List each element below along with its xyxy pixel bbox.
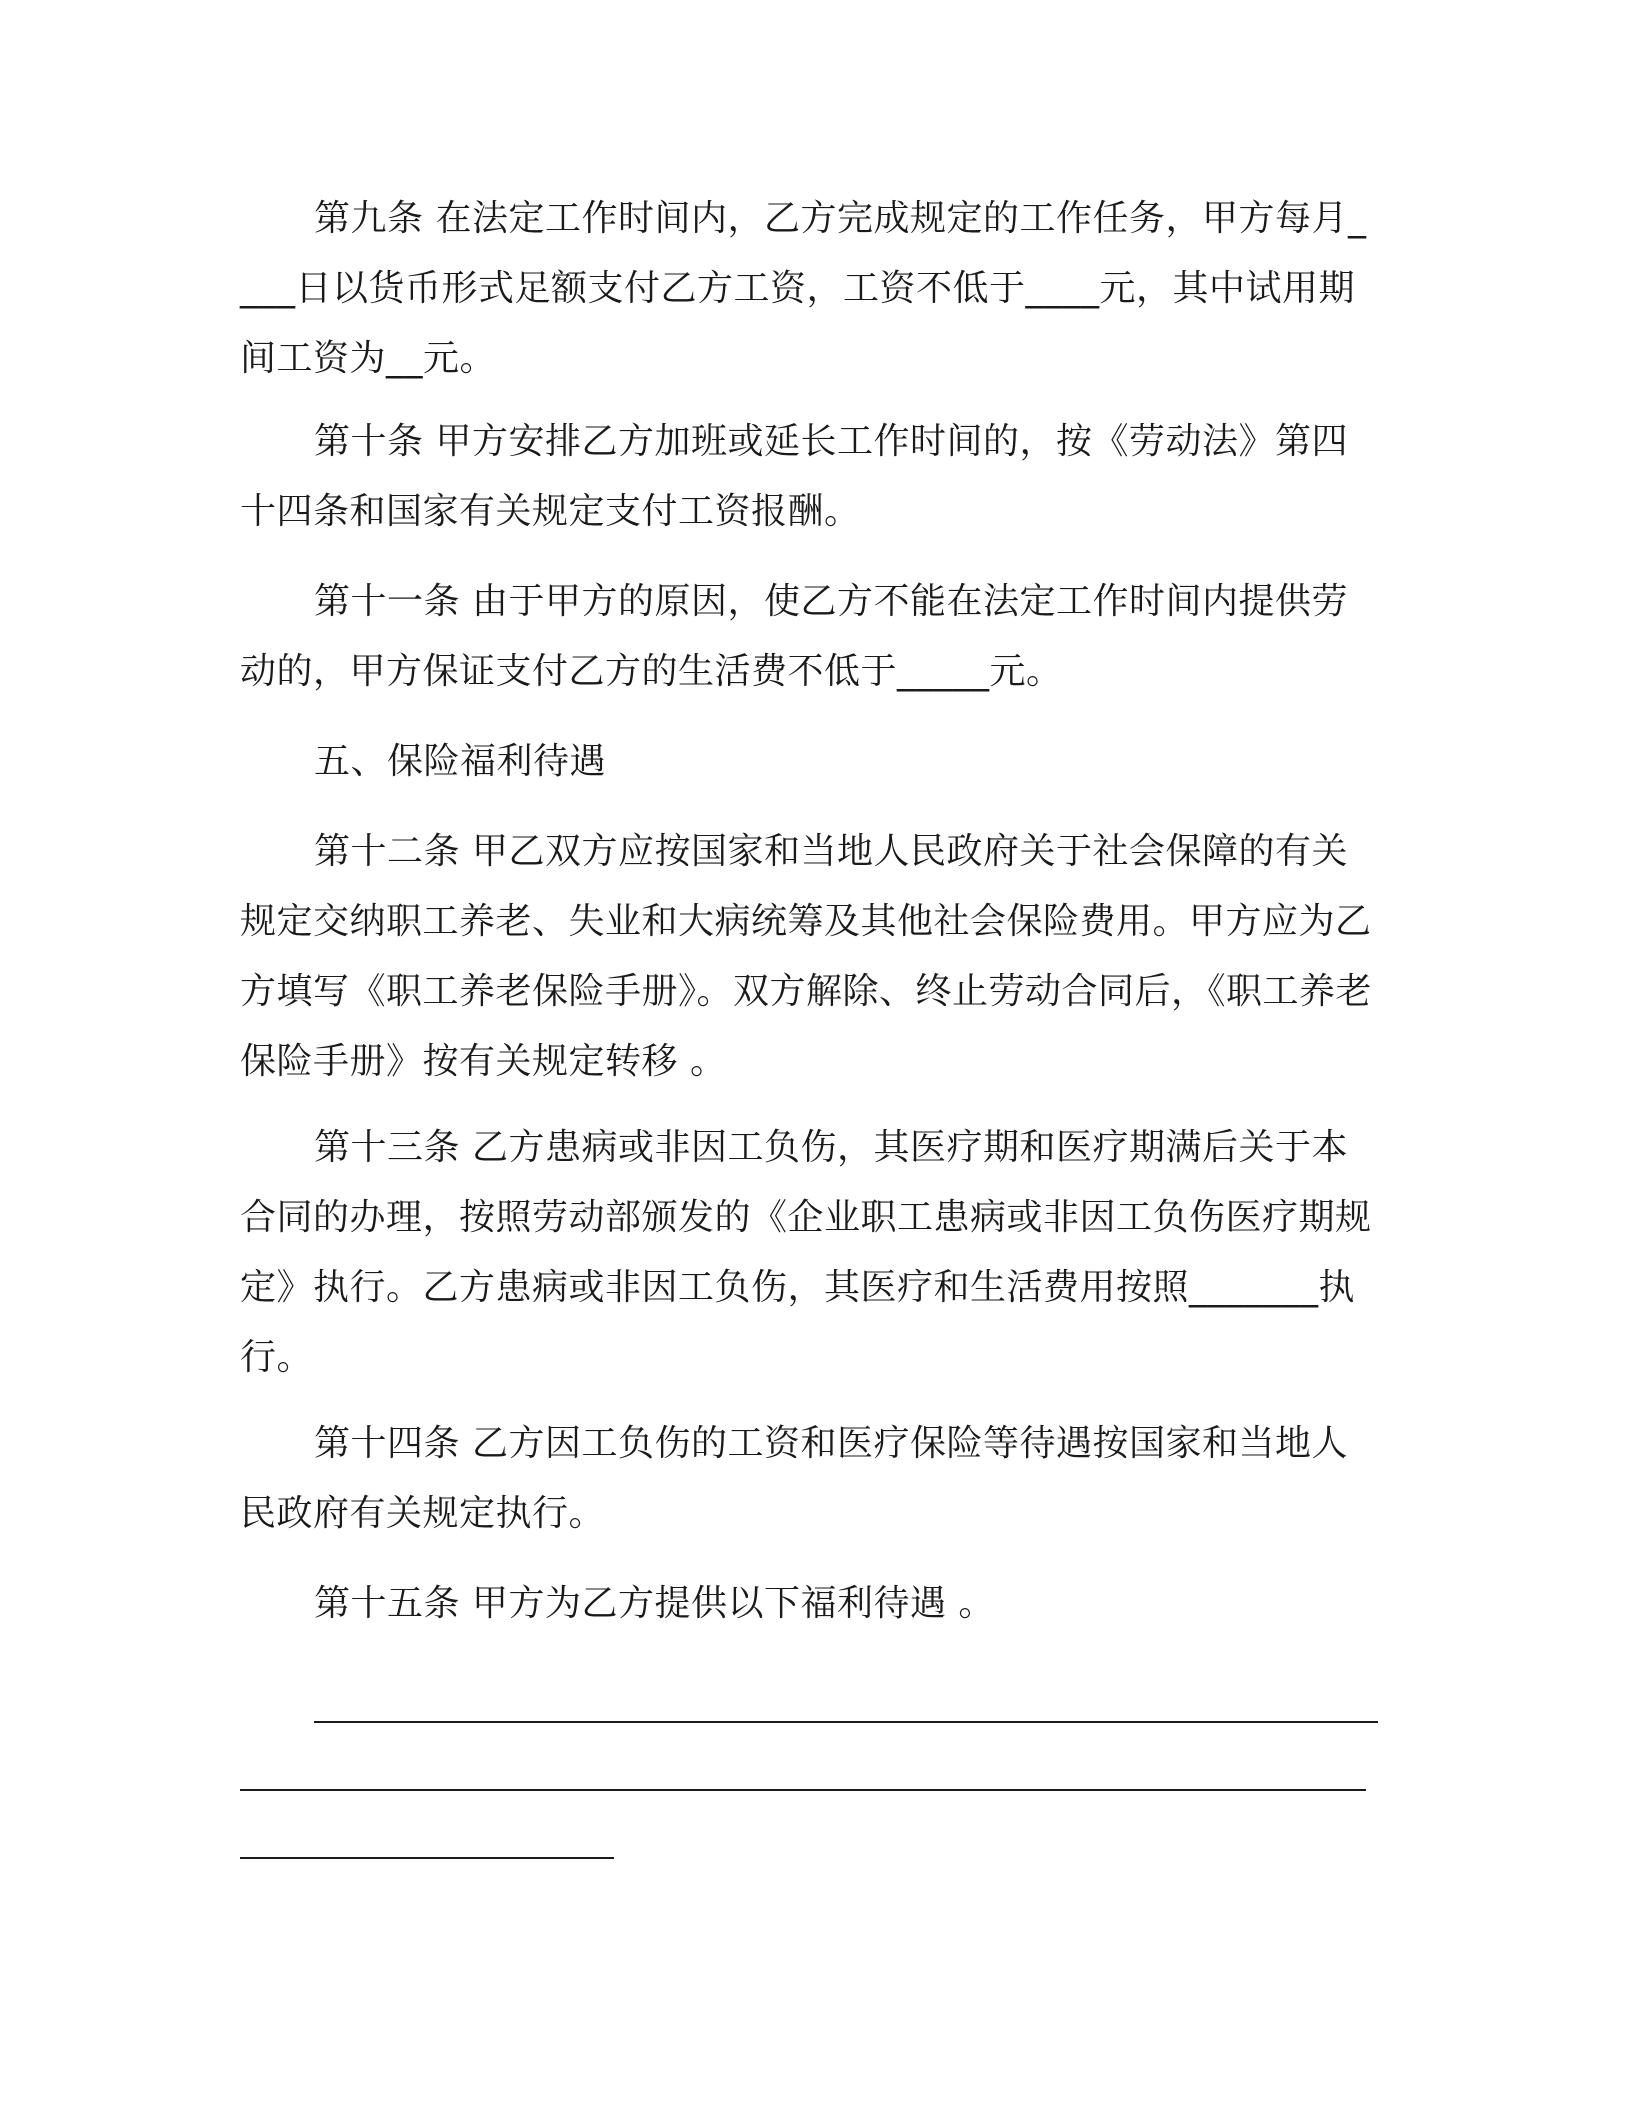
article-10-paragraph: 第十条 甲方安排乙方加班或延长工作时间的，按《劳动法》第四十四条和国家有关规定支付工资报酬。 [240, 421, 1348, 532]
fill-in-blank-line-2 [240, 1789, 1366, 1791]
fill-in-blank-line-3 [240, 1857, 614, 1859]
article-12-paragraph: 第十二条 甲乙双方应按国家和当地人民政府关于社会保障的有关规定交纳职工养老、失业和大病统筹及其他社会保险费用。甲方应为乙方填写《职工养老保险手册》。双方解除、终止劳动合同后，《职工养老保险手册》按有关规定转移 。 [240, 831, 1373, 1082]
section-heading-insurance-welfare: 五、保险福利待遇 [314, 741, 607, 782]
article-14-paragraph: 第十四条 乙方因工负伤的工资和医疗保险等待遇按国家和当地人民政府有关规定执行。 [240, 1423, 1348, 1534]
article-9-paragraph: 第九条 在法定工作时间内，乙方完成规定的工作任务，甲方每月____日以货币形式足额支付乙方工资，工资不低于____元，其中试用期间工资为__元。 [240, 198, 1367, 379]
fill-in-blank-line-1 [314, 1721, 1378, 1723]
article-11-paragraph: 第十一条 由于甲方的原因，使乙方不能在法定工作时间内提供劳动的，甲方保证支付乙方的生活费不低于_____元。 [240, 581, 1348, 692]
article-13-paragraph: 第十三条 乙方患病或非因工负伤，其医疗期和医疗期满后关于本合同的办理，按照劳动部颁发的《企业职工患病或非因工负伤医疗期规定》执行。乙方患病或非因工负伤，其医疗和生活费用按照_______执行。 [240, 1127, 1372, 1378]
article-15-paragraph: 第十五条 甲方为乙方提供以下福利待遇 。 [314, 1583, 995, 1624]
